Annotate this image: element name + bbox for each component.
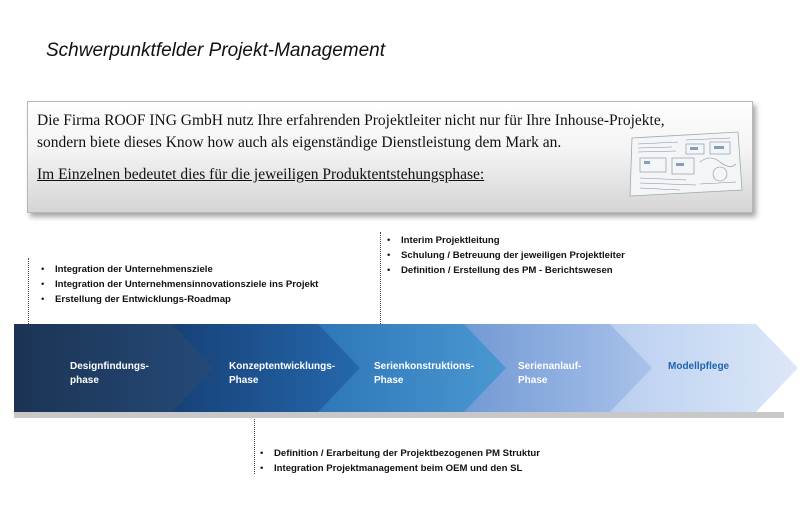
intro-subheading: Im Einzelnen bedeutet dies für die jeweiligen Produktentstehungsphase: bbox=[37, 166, 485, 183]
bullet-item: • Integration der Unternehmensziele bbox=[41, 264, 213, 275]
intro-line-1: Die Firma ROOF ING GmbH nutz Ihre erfahrenden Projektleiter nicht nur für Ihre Inhouse-Projekte, bbox=[37, 112, 665, 129]
phase-label-konzeptentwicklung: Konzeptentwicklungs- Phase bbox=[229, 361, 336, 386]
phase-label-modellpflege: Modellpflege bbox=[668, 361, 730, 372]
bullet-item: • Definition / Erarbeitung der Projektbezogenen PM Struktur bbox=[260, 448, 540, 459]
bullet-item: • Integration Projektmanagement beim OEM und den SL bbox=[260, 463, 523, 474]
phase-label-serienanlauf: Serienanlauf- Phase bbox=[518, 361, 582, 386]
bullet-item: • Definition / Erstellung des PM - Berichtswesen bbox=[387, 265, 613, 276]
phase-label-serienkonstruktion: Serienkonstruktions- Phase bbox=[374, 361, 475, 386]
bullet-item: • Erstellung der Entwicklungs-Roadmap bbox=[41, 294, 231, 305]
bullet-item: • Integration der Unternehmensinnovationsziele ins Projekt bbox=[41, 279, 319, 290]
bullet-item: • Schulung / Betreuung der jeweiligen Projektleiter bbox=[387, 250, 625, 261]
intro-line-2: sondern biete dieses Know how auch als eigenständige Dienstleistung dem Mark an. bbox=[37, 134, 562, 151]
page-title: Schwerpunktfelder Projekt-Management bbox=[46, 40, 386, 61]
bullet-item: • Interim Projektleitung bbox=[387, 235, 500, 246]
phase-label-designfindung: Designfindungs- phase bbox=[70, 361, 149, 386]
